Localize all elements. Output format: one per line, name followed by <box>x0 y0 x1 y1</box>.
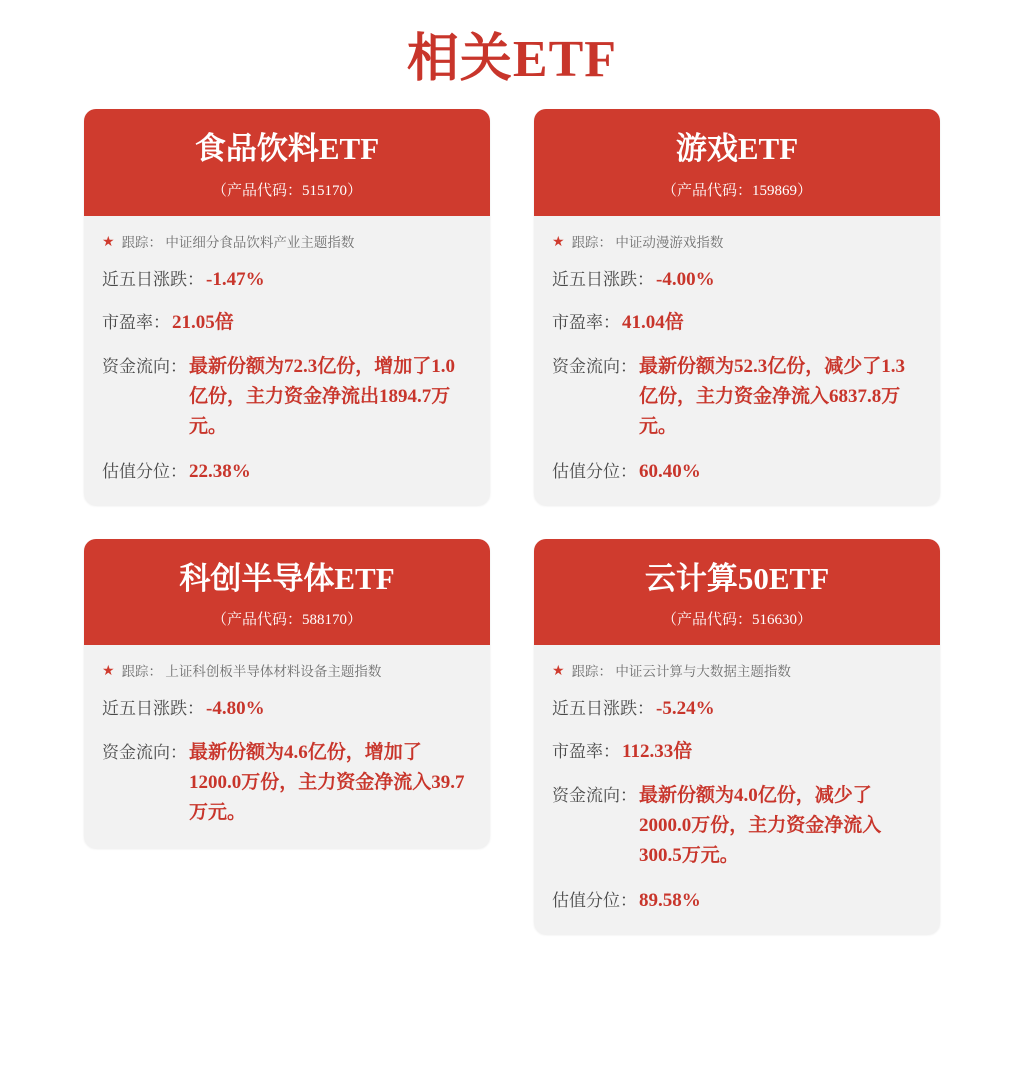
etf-name: 云计算50ETF <box>644 560 830 596</box>
etf-name: 游戏ETF <box>675 131 799 166</box>
metric-row-pe-ratio <box>552 738 922 765</box>
etf-card-header <box>84 539 490 646</box>
metric-row-valuation-percentile <box>102 458 472 485</box>
star-icon: ★ <box>552 234 565 250</box>
tracking-index-label: 跟踪： 上证科创板半导体材料设备主题指数 <box>121 664 382 680</box>
etf-card-body <box>534 216 940 505</box>
tracking-index-label: 跟踪： 中证细分食品饮料产业主题指数 <box>121 234 355 250</box>
metric-value: -4.80% <box>206 698 265 720</box>
etf-card[interactable] <box>534 109 940 505</box>
metric-label: 近五日涨跌： <box>552 699 654 719</box>
metric-row-pe-ratio <box>102 309 472 336</box>
etf-card-body <box>534 645 940 934</box>
tracking-index-row <box>552 663 922 681</box>
metric-row-pe-ratio <box>552 309 922 336</box>
metric-row-five-day-change <box>552 695 922 722</box>
star-icon: ★ <box>102 234 115 250</box>
tracking-index-row <box>552 234 922 252</box>
metric-label: 市盈率： <box>552 312 620 332</box>
metric-label: 估值分位： <box>552 891 637 911</box>
metric-label: 市盈率： <box>552 742 620 762</box>
metric-value: 最新份额为4.6亿份，增加了1200.0万份，主力资金净流入39.7万元。 <box>189 742 465 824</box>
tracking-index-label: 跟踪： 中证云计算与大数据主题指数 <box>571 664 791 680</box>
tracking-index-label: 跟踪： 中证动漫游戏指数 <box>571 234 724 250</box>
metric-value: 最新份额为72.3亿份，增加了1.0亿份，主力资金净流出1894.7万元。 <box>189 355 456 437</box>
etf-card-header <box>534 109 940 216</box>
metric-label: 市盈率： <box>102 312 170 332</box>
metric-row-five-day-change <box>102 266 472 293</box>
metric-row-valuation-percentile <box>552 458 922 485</box>
metric-label: 估值分位： <box>552 461 637 481</box>
etf-card[interactable] <box>84 109 490 505</box>
tracking-index-row <box>102 663 472 681</box>
metric-label: 估值分位： <box>102 461 187 481</box>
etf-name: 食品饮料ETF <box>194 131 380 166</box>
metric-label: 资金流向： <box>552 786 637 806</box>
etf-card-header <box>84 109 490 216</box>
etf-product-code: （产品代码：516630） <box>661 612 812 629</box>
metric-row-five-day-change <box>552 266 922 293</box>
tracking-index-row <box>102 234 472 252</box>
metric-row-fund-flow <box>552 352 922 442</box>
etf-card-grid <box>0 109 1024 934</box>
metric-value: -4.00% <box>656 268 715 290</box>
metric-value: 22.38% <box>189 460 251 482</box>
metric-row-fund-flow <box>102 738 472 828</box>
etf-card[interactable] <box>534 539 940 935</box>
metric-value: 最新份额为4.0亿份，减少了2000.0万份，主力资金净流入300.5万元。 <box>639 785 882 867</box>
star-icon: ★ <box>102 664 115 680</box>
etf-product-code: （产品代码：515170） <box>211 182 362 199</box>
metric-value: 112.33倍 <box>622 741 693 763</box>
metric-value: 21.05倍 <box>172 311 234 333</box>
metric-value: 最新份额为52.3亿份，减少了1.3亿份，主力资金净流入6837.8万元。 <box>639 355 906 437</box>
etf-product-code: （产品代码：588170） <box>211 612 362 629</box>
metric-label: 近五日涨跌： <box>552 269 654 289</box>
metric-label: 资金流向： <box>552 356 637 376</box>
metric-label: 近五日涨跌： <box>102 699 204 719</box>
metric-label: 近五日涨跌： <box>102 269 204 289</box>
etf-product-code: （产品代码：159869） <box>661 182 812 199</box>
star-icon: ★ <box>552 664 565 680</box>
etf-card-body <box>84 645 490 848</box>
metric-row-five-day-change <box>102 695 472 722</box>
metric-row-fund-flow <box>552 781 922 871</box>
page-title: 相关ETF <box>406 31 618 88</box>
metric-value: -5.24% <box>656 698 715 720</box>
etf-card[interactable] <box>84 539 490 849</box>
metric-value: 89.58% <box>639 890 701 912</box>
metric-label: 资金流向： <box>102 356 187 376</box>
metric-value: -1.47% <box>206 268 265 290</box>
etf-card-body <box>84 216 490 505</box>
metric-row-valuation-percentile <box>552 887 922 914</box>
metric-value: 60.40% <box>639 460 701 482</box>
metric-row-fund-flow <box>102 352 472 442</box>
etf-card-header <box>534 539 940 646</box>
etf-name: 科创半导体ETF <box>179 560 395 596</box>
metric-label: 资金流向： <box>102 743 187 763</box>
metric-value: 41.04倍 <box>622 311 684 333</box>
